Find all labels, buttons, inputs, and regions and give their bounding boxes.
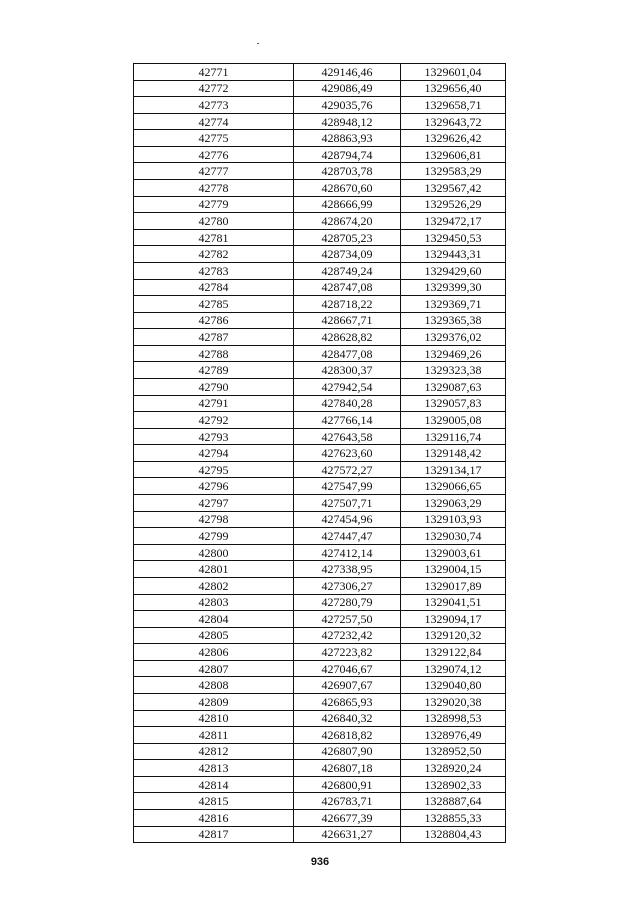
y-coordinate-cell: 1328920,24: [401, 760, 506, 777]
x-coordinate-cell: 426807,90: [294, 743, 401, 760]
page-number: 936: [310, 856, 330, 868]
table-row: [134, 378, 506, 395]
point-number-cell: 42777: [134, 163, 294, 180]
y-coordinate-cell: 1328887,64: [401, 793, 506, 810]
table-row: [134, 727, 506, 744]
point-number-cell: 42799: [134, 528, 294, 545]
coordinates-table: [133, 63, 506, 843]
table-row: [134, 511, 506, 528]
table-row: [134, 130, 506, 147]
table-row: [134, 710, 506, 727]
table-row: [134, 213, 506, 230]
point-number-cell: 42790: [134, 378, 294, 395]
x-coordinate-cell: 428670,60: [294, 180, 401, 197]
y-coordinate-cell: 1329057,83: [401, 395, 506, 412]
table-row: [134, 329, 506, 346]
table-row: [134, 345, 506, 362]
x-coordinate-cell: 428300,37: [294, 362, 401, 379]
point-number-cell: 42796: [134, 478, 294, 495]
table-row: [134, 163, 506, 180]
point-number-cell: 42817: [134, 826, 294, 843]
x-coordinate-cell: 427223,82: [294, 644, 401, 661]
point-number-cell: 42788: [134, 345, 294, 362]
point-number-cell: 42804: [134, 611, 294, 628]
x-coordinate-cell: 427257,50: [294, 611, 401, 628]
table-row: [134, 445, 506, 462]
point-number-cell: 42784: [134, 279, 294, 296]
y-coordinate-cell: 1329626,42: [401, 130, 506, 147]
table-row: [134, 428, 506, 445]
table-row: [134, 594, 506, 611]
y-coordinate-cell: 1329066,65: [401, 478, 506, 495]
table-row: [134, 395, 506, 412]
point-number-cell: 42802: [134, 577, 294, 594]
point-number-cell: 42779: [134, 196, 294, 213]
table-row: [134, 577, 506, 594]
y-coordinate-cell: 1329003,61: [401, 544, 506, 561]
y-coordinate-cell: 1329583,29: [401, 163, 506, 180]
point-number-cell: 42809: [134, 693, 294, 710]
point-number-cell: 42791: [134, 395, 294, 412]
table-row: [134, 246, 506, 263]
table-row: [134, 743, 506, 760]
table-row: [134, 146, 506, 163]
table-row: [134, 760, 506, 777]
y-coordinate-cell: 1329148,42: [401, 445, 506, 462]
y-coordinate-cell: 1329074,12: [401, 660, 506, 677]
point-number-cell: 42810: [134, 710, 294, 727]
point-number-cell: 42814: [134, 776, 294, 793]
table-row: [134, 196, 506, 213]
x-coordinate-cell: 428734,09: [294, 246, 401, 263]
x-coordinate-cell: 427507,71: [294, 495, 401, 512]
x-coordinate-cell: 428747,08: [294, 279, 401, 296]
y-coordinate-cell: 1329017,89: [401, 577, 506, 594]
y-coordinate-cell: 1328998,53: [401, 710, 506, 727]
table-row: [134, 97, 506, 114]
y-coordinate-cell: 1329020,38: [401, 693, 506, 710]
x-coordinate-cell: 427623,60: [294, 445, 401, 462]
point-number-cell: 42808: [134, 677, 294, 694]
table-row: [134, 793, 506, 810]
table-row: [134, 262, 506, 279]
x-coordinate-cell: 426783,71: [294, 793, 401, 810]
y-coordinate-cell: 1329443,31: [401, 246, 506, 263]
point-number-cell: 42806: [134, 644, 294, 661]
table-row: [134, 677, 506, 694]
x-coordinate-cell: 427447,47: [294, 528, 401, 545]
coordinates-table-body: [134, 64, 506, 843]
table-row: [134, 611, 506, 628]
point-number-cell: 42778: [134, 180, 294, 197]
table-row: [134, 312, 506, 329]
y-coordinate-cell: 1329094,17: [401, 611, 506, 628]
y-coordinate-cell: 1329601,04: [401, 64, 506, 81]
point-number-cell: 42812: [134, 743, 294, 760]
table-row: [134, 627, 506, 644]
scan-speck: [257, 43, 259, 44]
table-row: [134, 561, 506, 578]
x-coordinate-cell: 428477,08: [294, 345, 401, 362]
y-coordinate-cell: 1329365,38: [401, 312, 506, 329]
x-coordinate-cell: 426818,82: [294, 727, 401, 744]
x-coordinate-cell: 428674,20: [294, 213, 401, 230]
x-coordinate-cell: 426807,18: [294, 760, 401, 777]
table-row: [134, 229, 506, 246]
point-number-cell: 42785: [134, 296, 294, 313]
point-number-cell: 42807: [134, 660, 294, 677]
point-number-cell: 42793: [134, 428, 294, 445]
x-coordinate-cell: 427766,14: [294, 412, 401, 429]
point-number-cell: 42816: [134, 810, 294, 827]
x-coordinate-cell: 427338,95: [294, 561, 401, 578]
y-coordinate-cell: 1329526,29: [401, 196, 506, 213]
y-coordinate-cell: 1329399,30: [401, 279, 506, 296]
x-coordinate-cell: 427942,54: [294, 378, 401, 395]
y-coordinate-cell: 1329606,81: [401, 146, 506, 163]
x-coordinate-cell: 429035,76: [294, 97, 401, 114]
x-coordinate-cell: 428948,12: [294, 113, 401, 130]
x-coordinate-cell: 428718,22: [294, 296, 401, 313]
point-number-cell: 42776: [134, 146, 294, 163]
y-coordinate-cell: 1329469,26: [401, 345, 506, 362]
table-row: [134, 660, 506, 677]
y-coordinate-cell: 1329323,38: [401, 362, 506, 379]
x-coordinate-cell: 426677,39: [294, 810, 401, 827]
x-coordinate-cell: 428705,23: [294, 229, 401, 246]
y-coordinate-cell: 1329369,71: [401, 296, 506, 313]
x-coordinate-cell: 428794,74: [294, 146, 401, 163]
x-coordinate-cell: 426907,67: [294, 677, 401, 694]
y-coordinate-cell: 1329004,15: [401, 561, 506, 578]
y-coordinate-cell: 1328855,33: [401, 810, 506, 827]
x-coordinate-cell: 427280,79: [294, 594, 401, 611]
table-row: [134, 544, 506, 561]
point-number-cell: 42781: [134, 229, 294, 246]
x-coordinate-cell: 428863,93: [294, 130, 401, 147]
y-coordinate-cell: 1329116,74: [401, 428, 506, 445]
y-coordinate-cell: 1328902,33: [401, 776, 506, 793]
point-number-cell: 42775: [134, 130, 294, 147]
x-coordinate-cell: 427412,14: [294, 544, 401, 561]
table-row: [134, 362, 506, 379]
table-row: [134, 478, 506, 495]
x-coordinate-cell: 429086,49: [294, 80, 401, 97]
table-row: [134, 528, 506, 545]
x-coordinate-cell: 428703,78: [294, 163, 401, 180]
x-coordinate-cell: 427454,96: [294, 511, 401, 528]
table-row: [134, 810, 506, 827]
y-coordinate-cell: 1329063,29: [401, 495, 506, 512]
table-row: [134, 113, 506, 130]
point-number-cell: 42800: [134, 544, 294, 561]
y-coordinate-cell: 1329472,17: [401, 213, 506, 230]
table-row: [134, 693, 506, 710]
x-coordinate-cell: 428667,71: [294, 312, 401, 329]
point-number-cell: 42792: [134, 412, 294, 429]
point-number-cell: 42786: [134, 312, 294, 329]
y-coordinate-cell: 1329450,53: [401, 229, 506, 246]
y-coordinate-cell: 1328804,43: [401, 826, 506, 843]
table-row: [134, 776, 506, 793]
y-coordinate-cell: 1329041,51: [401, 594, 506, 611]
point-number-cell: 42811: [134, 727, 294, 744]
x-coordinate-cell: 426631,27: [294, 826, 401, 843]
x-coordinate-cell: 427306,27: [294, 577, 401, 594]
table-row: [134, 279, 506, 296]
y-coordinate-cell: 1329030,74: [401, 528, 506, 545]
point-number-cell: 42815: [134, 793, 294, 810]
y-coordinate-cell: 1329087,63: [401, 378, 506, 395]
table-row: [134, 64, 506, 81]
y-coordinate-cell: 1329040,80: [401, 677, 506, 694]
point-number-cell: 42783: [134, 262, 294, 279]
point-number-cell: 42773: [134, 97, 294, 114]
point-number-cell: 42782: [134, 246, 294, 263]
y-coordinate-cell: 1329429,60: [401, 262, 506, 279]
point-number-cell: 42780: [134, 213, 294, 230]
table-row: [134, 180, 506, 197]
y-coordinate-cell: 1329658,71: [401, 97, 506, 114]
x-coordinate-cell: 427547,99: [294, 478, 401, 495]
point-number-cell: 42789: [134, 362, 294, 379]
y-coordinate-cell: 1329656,40: [401, 80, 506, 97]
table-row: [134, 461, 506, 478]
x-coordinate-cell: 428666,99: [294, 196, 401, 213]
table-row: [134, 826, 506, 843]
y-coordinate-cell: 1329122,84: [401, 644, 506, 661]
point-number-cell: 42774: [134, 113, 294, 130]
x-coordinate-cell: 426865,93: [294, 693, 401, 710]
y-coordinate-cell: 1328952,50: [401, 743, 506, 760]
point-number-cell: 42805: [134, 627, 294, 644]
point-number-cell: 42801: [134, 561, 294, 578]
x-coordinate-cell: 428749,24: [294, 262, 401, 279]
x-coordinate-cell: 427643,58: [294, 428, 401, 445]
x-coordinate-cell: 426840,32: [294, 710, 401, 727]
y-coordinate-cell: 1329103,93: [401, 511, 506, 528]
point-number-cell: 42795: [134, 461, 294, 478]
y-coordinate-cell: 1328976,49: [401, 727, 506, 744]
x-coordinate-cell: 427572,27: [294, 461, 401, 478]
table-row: [134, 495, 506, 512]
y-coordinate-cell: 1329567,42: [401, 180, 506, 197]
table-row: [134, 412, 506, 429]
x-coordinate-cell: 428628,82: [294, 329, 401, 346]
point-number-cell: 42813: [134, 760, 294, 777]
point-number-cell: 42772: [134, 80, 294, 97]
y-coordinate-cell: 1329643,72: [401, 113, 506, 130]
y-coordinate-cell: 1329005,08: [401, 412, 506, 429]
x-coordinate-cell: 429146,46: [294, 64, 401, 81]
point-number-cell: 42787: [134, 329, 294, 346]
point-number-cell: 42794: [134, 445, 294, 462]
y-coordinate-cell: 1329120,32: [401, 627, 506, 644]
y-coordinate-cell: 1329376,02: [401, 329, 506, 346]
table-row: [134, 644, 506, 661]
table-row: [134, 80, 506, 97]
point-number-cell: 42771: [134, 64, 294, 81]
point-number-cell: 42803: [134, 594, 294, 611]
x-coordinate-cell: 427840,28: [294, 395, 401, 412]
y-coordinate-cell: 1329134,17: [401, 461, 506, 478]
point-number-cell: 42798: [134, 511, 294, 528]
x-coordinate-cell: 427232,42: [294, 627, 401, 644]
x-coordinate-cell: 427046,67: [294, 660, 401, 677]
table-row: [134, 296, 506, 313]
point-number-cell: 42797: [134, 495, 294, 512]
x-coordinate-cell: 426800,91: [294, 776, 401, 793]
